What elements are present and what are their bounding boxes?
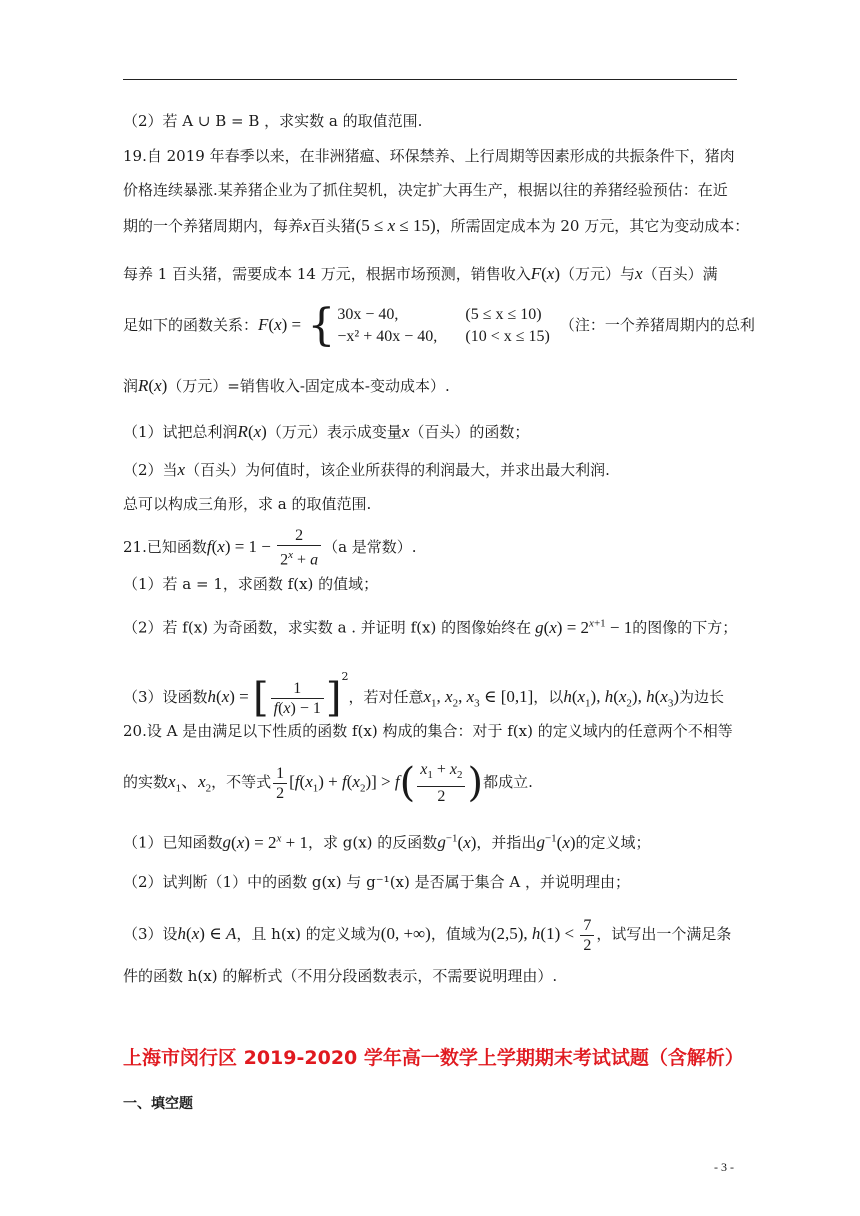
q20-part2: （2）试判断（1）中的函数 g(x) 与 g⁻¹(x) 是否属于集合 A ，并说明理由； xyxy=(123,873,630,891)
q19-line1: 19.自 2019 年春季以来，在非洲猪瘟、环保禁养、上行周期等因素形成的共振条件下，猪肉 xyxy=(123,147,735,165)
q20-line2: 的实数$x_1$、$x_2$，不等式 $\frac{1}{2}$ $[f(x_1) + f(x_2)] > f$( $\frac{x_1 + x_2}{2}$ )都成立. xyxy=(123,760,533,806)
q19-line3: 期的一个养猪周期内，每养x百头猪(5 ≤ x ≤ 15)，所需固定成本为 20 万元，其它为变动成本： xyxy=(123,216,750,235)
q18-part2: （2）若 A ∪ B = B ，求实数 a 的取值范围. xyxy=(123,112,423,130)
q21-part2: （2）若 f(x) 为奇函数，求实数 a . 并证明 f(x) 的图像始终在 $g(x) = 2^{x+1} - 1$的图像的下方； xyxy=(123,617,738,637)
piecewise-cases: 30x − 40, (5 ≤ x ≤ 10) −x² + 40x − 40, (10 < x ≤ 15) xyxy=(337,306,550,345)
q19-line6: 润R(x)（万元）=销售收入-固定成本-变动成本）. xyxy=(123,376,450,395)
stray-line: 总可以构成三角形，求 a 的取值范围. xyxy=(123,495,372,513)
q19-part1: （1）试把总利润R(x)（万元）表示成变量x（百头）的函数； xyxy=(123,422,530,441)
section-heading: 一、填空题 xyxy=(123,1096,193,1112)
q20-part1: （1）已知函数$g(x) = 2^x + 1$，求 g(x) 的反函数$g^{-1}(x)$，并指出$g^{-1}(x)$的定义域； xyxy=(123,832,651,852)
q21-line1: 21.已知函数f(x) = 1 − $\frac{2}{2^x + a}$ （a 是常数）. xyxy=(123,527,417,569)
q20-line1: 20.设 A 是由满足以下性质的函数 f(x) 构成的集合：对于 f(x) 的定义域内的任意两个不相等 xyxy=(123,722,733,740)
q19-line4: 每养 1 百头猪，需要成本 14 万元，根据市场预测，销售收入F(x)（万元）与x（百头）满 xyxy=(123,264,718,283)
q19-line2: 价格连续暴涨.某养猪企业为了抓住契机，决定扩大再生产，根据以往的养猪经验预估：在近 xyxy=(123,181,728,199)
document-title: 上海市闵行区 2019-2020 学年高一数学上学期期末考试试题（含解析） xyxy=(123,1047,744,1069)
q20-part3: （3）设h(x) ∈ A，且 h(x) 的定义域为(0, +∞)，值域为(2,5), h(1) < $\frac{7}{2}$ ，试写出一个满足条 xyxy=(123,916,732,954)
page-number: - 3 - xyxy=(714,1160,734,1174)
q21-part3: （3）设函数h(x) = [ $\frac{1}{f(x) - 1}$ ]$^2$，若对任意$x_1$, $x_2$, $x_3$ ∈ [0,1]，以$h(x_1)$, $h(x_2)$, $h(x_3)$为边长 xyxy=(123,670,724,721)
q21-part1: （1）若 a = 1，求函数 f(x) 的值域； xyxy=(123,575,379,593)
q20-part4: 件的函数 h(x) 的解析式（不用分段函数表示，不需要说明理由）. xyxy=(123,967,558,985)
header-rule xyxy=(123,79,737,80)
q19-line5-piecewise: 足如下的函数关系：F(x) = { 30x − 40, (5 ≤ x ≤ 10) −x² + 40x − 40, (10 < x ≤ 15) （注：一个养猪周期内的总利 xyxy=(123,300,755,351)
q19-part2: （2）当x（百头）为何值时，该企业所获得的利润最大，并求出最大利润. xyxy=(123,460,610,479)
